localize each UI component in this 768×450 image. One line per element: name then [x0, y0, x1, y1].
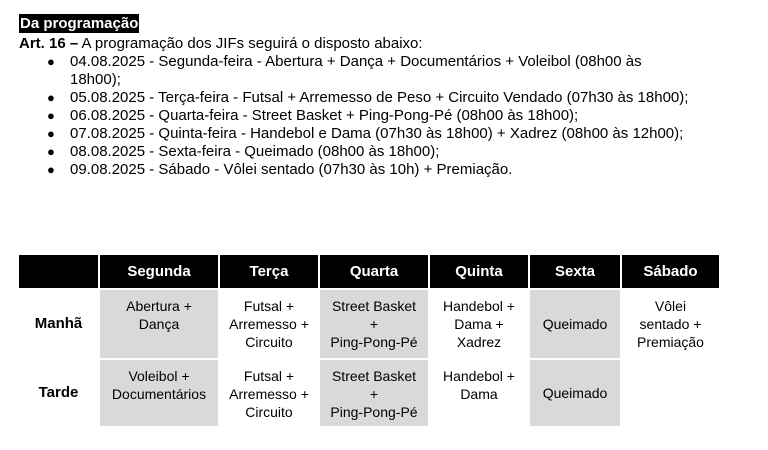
- list-item-text: 06.08.2025 - Quarta-feira - Street Basket + Ping-Pong-Pé (08h00 às 18h00);: [70, 107, 579, 124]
- table-cell: Handebol + Dama + Xadrez: [429, 289, 529, 359]
- table-cell: Futsal + Arremesso + Circuito: [219, 359, 319, 426]
- list-item: [0, 53, 695, 89]
- table-cell: Abertura + Dança: [99, 289, 219, 359]
- table-cell: Street Basket + Ping-Pong-Pé: [319, 359, 429, 426]
- column-header-segunda: Segunda: [99, 255, 219, 289]
- schedule-table: [19, 255, 719, 426]
- list-item-text: 04.08.2025 - Segunda-feira - Abertura + Dança + Documentários + Voleibol (08h00 às 18h00);: [70, 53, 642, 88]
- list-item: [0, 125, 695, 143]
- bullet-icon: ●: [47, 90, 55, 105]
- bullet-icon: ●: [47, 144, 55, 159]
- schedule-bullet-list: [0, 53, 768, 179]
- column-header-quarta: Quarta: [319, 255, 429, 289]
- list-item-text: 08.08.2025 - Sexta-feira - Queimado (08h00 às 18h00);: [70, 143, 440, 160]
- bullet-icon: ●: [47, 162, 55, 177]
- bullet-icon: ●: [47, 108, 55, 123]
- list-item: [0, 107, 695, 125]
- list-item-text: 05.08.2025 - Terça-feira - Futsal + Arremesso de Peso + Circuito Vendado (07h30 às 18h00);: [70, 89, 689, 106]
- table-cell: Handebol + Dama: [429, 359, 529, 426]
- list-item: [0, 89, 695, 107]
- list-item: [0, 143, 695, 161]
- table-cell: Queimado: [529, 359, 621, 426]
- table-cell: Street Basket + Ping-Pong-Pé: [319, 289, 429, 359]
- column-header-sexta: Sexta: [529, 255, 621, 289]
- table-row: [19, 289, 719, 359]
- list-item: [0, 161, 695, 179]
- article-number: Art. 16 –: [19, 35, 79, 52]
- table-row: [19, 359, 719, 426]
- column-header-corner: [19, 255, 99, 289]
- column-header-sabado: Sábado: [621, 255, 719, 289]
- section-title: Da programação: [20, 15, 139, 32]
- article-intro: [19, 35, 423, 53]
- column-header-terca: Terça: [219, 255, 319, 289]
- column-header-quinta: Quinta: [429, 255, 529, 289]
- list-item-text: 07.08.2025 - Quinta-feira - Handebol e Dama (07h30 às 18h00) + Xadrez (08h00 às 12h00);: [70, 125, 684, 142]
- list-item-text: 09.08.2025 - Sábado - Vôlei sentado (07h30 às 10h) + Premiação.: [70, 161, 513, 178]
- row-label-manha: Manhã: [19, 289, 99, 359]
- table-cell: Voleibol + Documentários: [99, 359, 219, 426]
- table-cell: Queimado: [529, 289, 621, 359]
- table-cell: Vôlei sentado + Premiação: [621, 289, 719, 359]
- bullet-icon: ●: [47, 54, 55, 69]
- table-cell: [621, 359, 719, 426]
- table-header-row: [19, 255, 719, 289]
- table-cell: Futsal + Arremesso + Circuito: [219, 289, 319, 359]
- row-label-tarde: Tarde: [19, 359, 99, 426]
- article-text: A programação dos JIFs seguirá o disposto abaixo:: [78, 35, 423, 52]
- bullet-icon: ●: [47, 126, 55, 141]
